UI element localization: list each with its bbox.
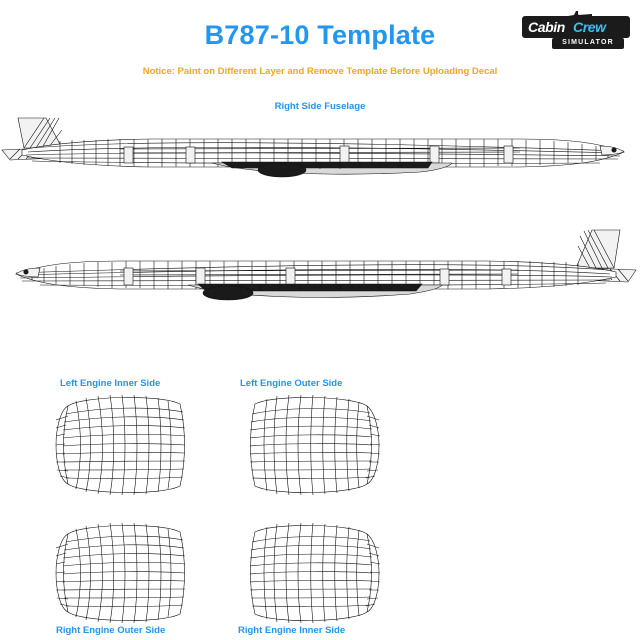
left-engine-outer-side-wireframe	[233, 390, 383, 500]
logo-word-crew: Crew	[573, 19, 606, 35]
cabincrew-simulator-logo	[522, 10, 630, 52]
right-side-fuselage-wireframe	[0, 110, 640, 190]
right-engine-outer-side-wireframe	[52, 518, 202, 628]
right-engine-inner-side-wireframe	[233, 518, 383, 628]
label-left-engine-inner-side: Left Engine Inner Side	[60, 378, 161, 389]
logo-subtitle-badge	[552, 38, 624, 49]
logo-badge	[522, 16, 630, 38]
label-right-side-fuselage: Right Side Fuselage	[274, 101, 366, 112]
label-left-engine-outer-side: Left Engine Outer Side	[240, 378, 343, 389]
page-title: B787-10 Template	[204, 20, 436, 50]
label-right-engine-inner-side: Right Engine Inner Side	[238, 625, 346, 636]
left-engine-inner-side-wireframe	[52, 390, 202, 500]
logo-word-cabin: Cabin	[528, 19, 565, 35]
label-right-engine-outer-side: Right Engine Outer Side	[56, 625, 166, 636]
left-side-fuselage-wireframe	[0, 222, 640, 362]
notice-text: Notice: Paint on Different Layer and Remove Template Before Uploading Decal	[142, 66, 498, 77]
logo-subtitle: SIMULATOR	[562, 39, 614, 46]
